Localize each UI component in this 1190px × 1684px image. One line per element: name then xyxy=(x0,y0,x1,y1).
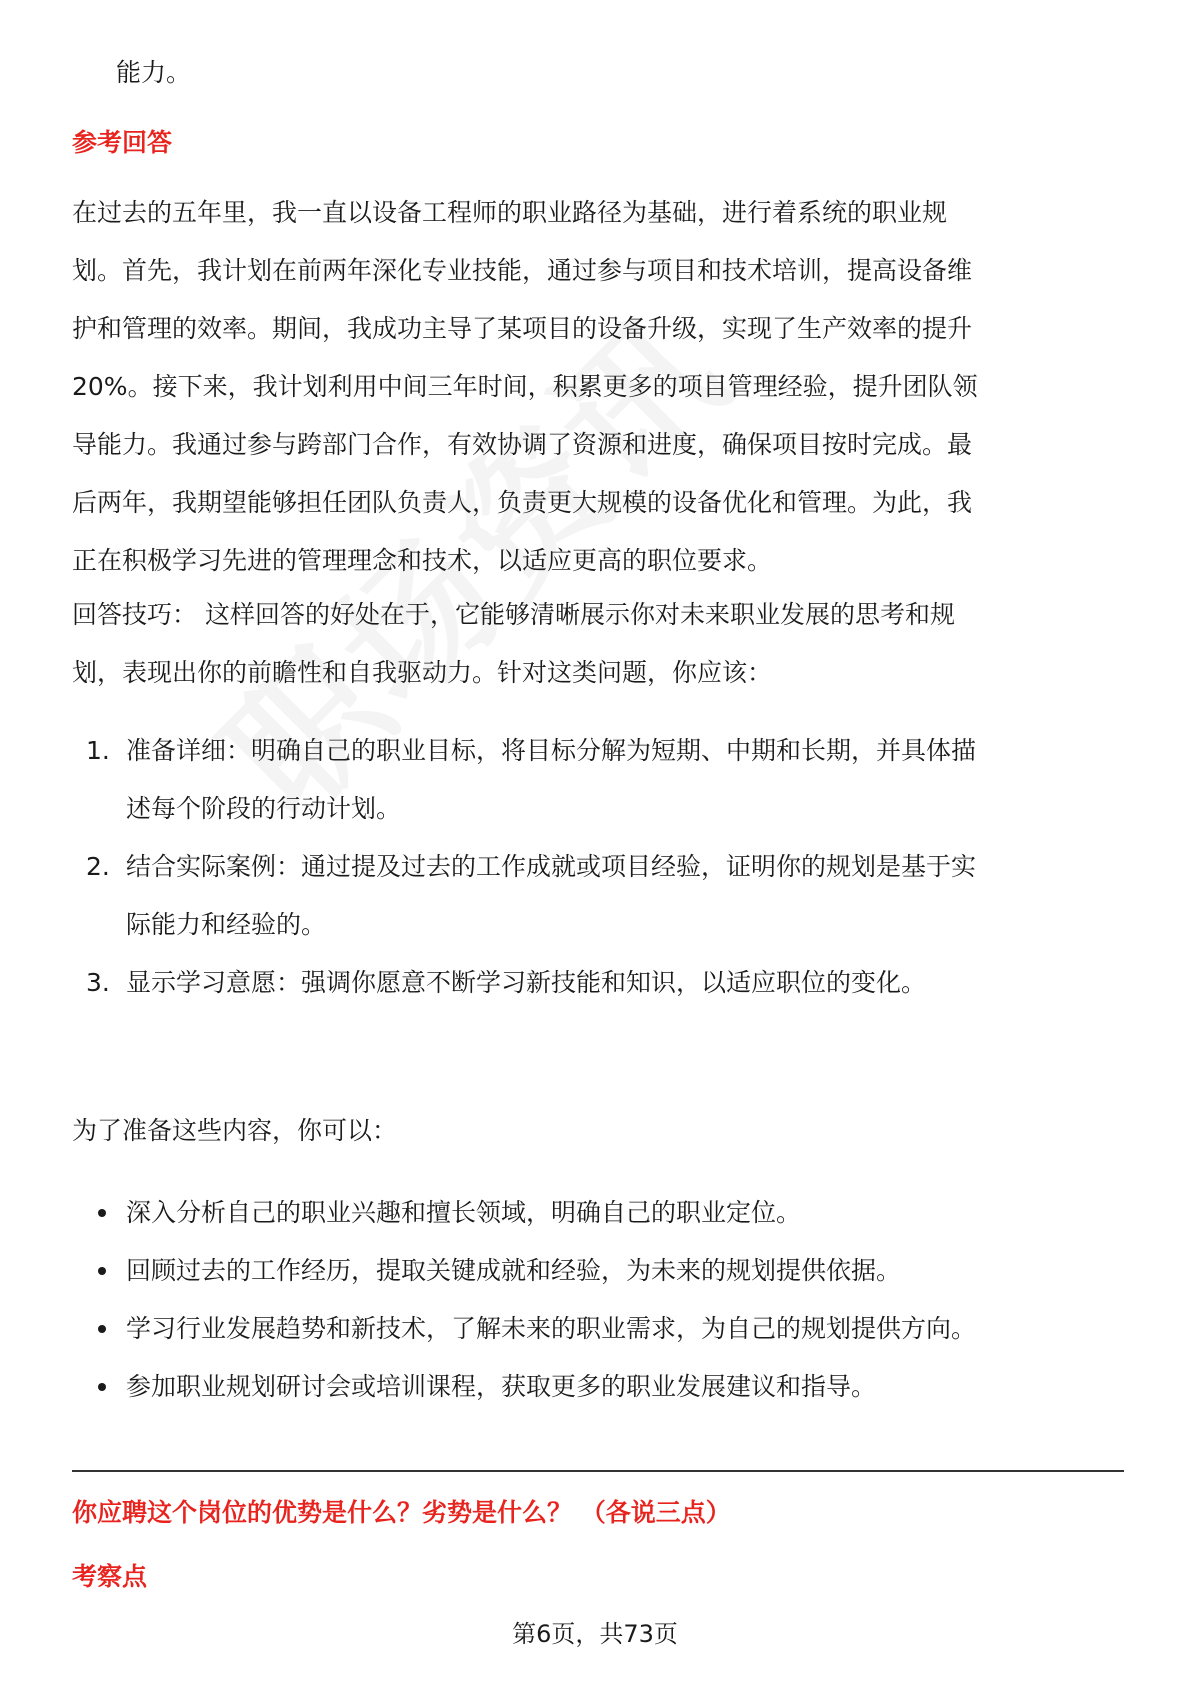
reference-answer-heading: 参考回答 xyxy=(72,128,173,157)
list-item-line: 显示学习意愿：强调你愿意不断学习新技能和知识，以适应职位的变化。 xyxy=(126,968,927,997)
section-divider xyxy=(72,1470,1124,1472)
list-item xyxy=(72,1184,1122,1242)
answer-line: 导能力。我通过参与跨部门合作，有效协调了资源和进度，确保项目按时完成。最 xyxy=(72,430,973,459)
tips-paragraph xyxy=(72,586,1122,702)
list-item xyxy=(72,1358,1122,1416)
list-item-line: 结合实际案例：通过提及过去的工作成就或项目经验，证明你的规划是基于实 xyxy=(126,852,977,881)
list-number: 3. xyxy=(86,968,110,997)
tips-line: 回答技巧： 这样回答的好处在于，它能够清晰展示你对未来职业发展的思考和规 xyxy=(72,600,955,629)
list-number: 2. xyxy=(86,852,110,881)
list-number: 1. xyxy=(86,736,110,765)
list-item-text: 深入分析自己的职业兴趣和擅长领域，明确自己的职业定位。 xyxy=(126,1198,802,1227)
continuation-text: 能力。 xyxy=(116,58,192,87)
answer-line: 护和管理的效率。期间，我成功主导了某项目的设备升级，实现了生产效率的提升 xyxy=(72,314,973,343)
list-item-text: 参加职业规划研讨会或培训课程，获取更多的职业发展建议和指导。 xyxy=(126,1372,877,1401)
bullet-list xyxy=(72,1184,1122,1416)
list-item-text: 学习行业发展趋势和新技术，了解未来的职业需求，为自己的规划提供方向。 xyxy=(126,1314,977,1343)
exam-point-heading: 考察点 xyxy=(72,1562,148,1591)
list-item-text: 回顾过去的工作经历，提取关键成就和经验，为未来的规划提供依据。 xyxy=(126,1256,902,1285)
list-item xyxy=(72,838,1122,954)
list-item xyxy=(72,1242,1122,1300)
answer-line: 划。首先，我计划在前两年深化专业技能，通过参与项目和技术培训，提高设备维 xyxy=(72,256,973,285)
bullet-dot xyxy=(98,1267,106,1275)
question-heading: 你应聘这个岗位的优势是什么？劣势是什么？ （各说三点） xyxy=(72,1498,731,1527)
list-item-line: 准备详细：明确自己的职业目标，将目标分解为短期、中期和长期，并具体描 xyxy=(126,736,977,765)
answer-line: 正在积极学习先进的管理理念和技术，以适应更高的职位要求。 xyxy=(72,546,773,575)
answer-line: 20%。接下来，我计划利用中间三年时间，积累更多的项目管理经验，提升团队领 xyxy=(72,372,978,401)
bullet-dot xyxy=(98,1209,106,1217)
prepare-intro: 为了准备这些内容，你可以： xyxy=(72,1116,398,1145)
bullet-dot xyxy=(98,1383,106,1391)
numbered-list xyxy=(72,722,1122,1012)
list-item-line: 际能力和经验的。 xyxy=(126,910,327,939)
list-item-line: 述每个阶段的行动计划。 xyxy=(126,794,402,823)
page-number: 第6页，共73页 xyxy=(0,1614,1190,1654)
answer-line: 后两年，我期望能够担任团队负责人，负责更大规模的设备优化和管理。为此，我 xyxy=(72,488,973,517)
bullet-dot xyxy=(98,1325,106,1333)
list-item xyxy=(72,722,1122,838)
list-item xyxy=(72,954,1122,1012)
tips-line: 划，表现出你的前瞻性和自我驱动力。针对这类问题，你应该： xyxy=(72,658,773,687)
answer-line: 在过去的五年里，我一直以设备工程师的职业路径为基础，进行着系统的职业规 xyxy=(72,198,948,227)
list-item xyxy=(72,1300,1122,1358)
answer-paragraph xyxy=(72,184,1122,590)
